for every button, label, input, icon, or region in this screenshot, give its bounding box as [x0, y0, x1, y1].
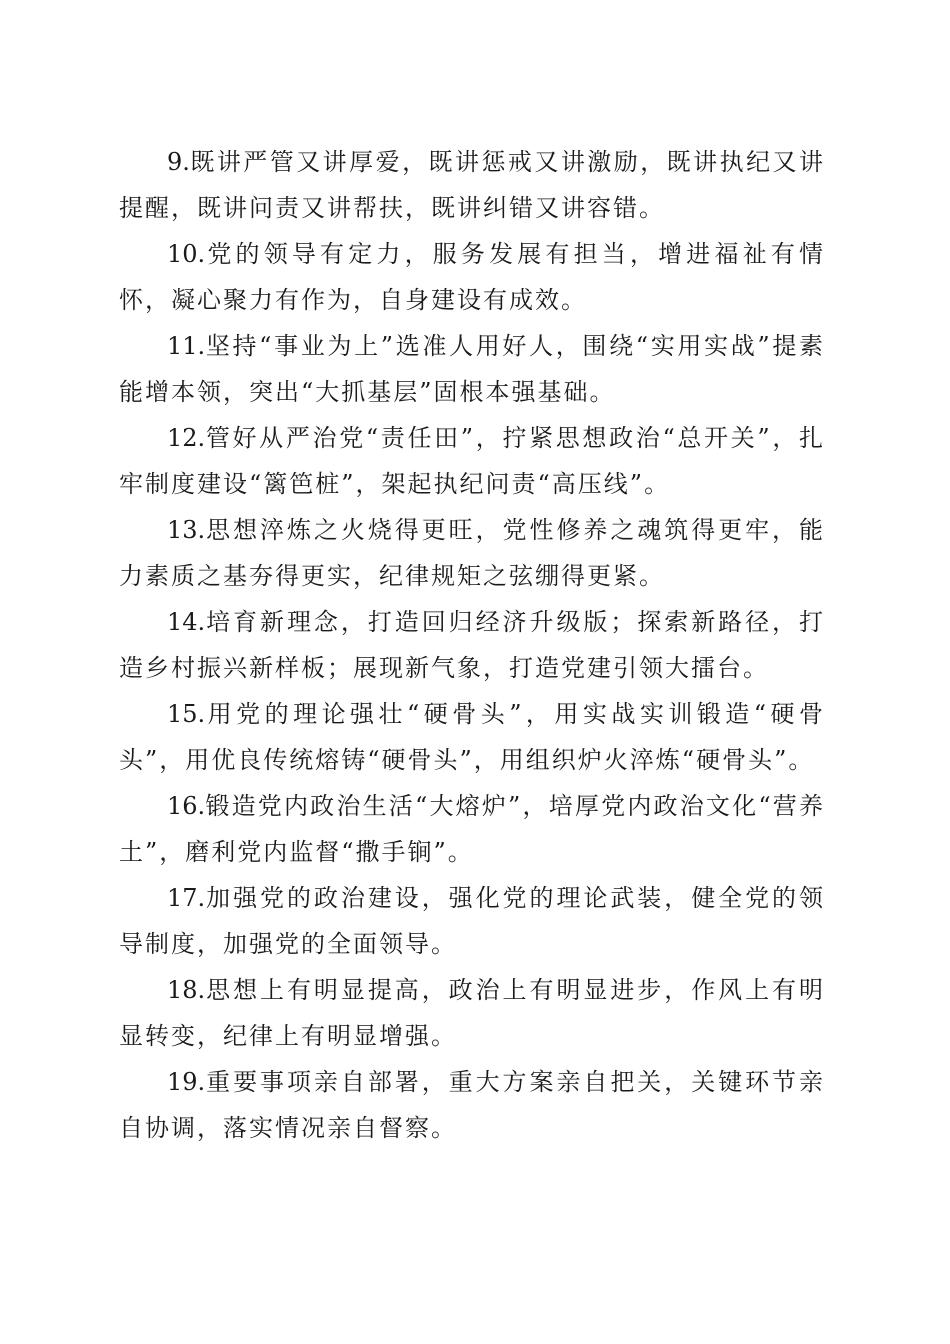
- list-item-11: [119, 323, 825, 415]
- item-number: 14.: [167, 608, 206, 636]
- item-text: 重要事项亲自部署，重大方案亲自把关，关键环节亲自协调，落实情况亲自督察。: [119, 1068, 825, 1142]
- list-item-12: [119, 415, 825, 507]
- item-number: 12.: [167, 424, 206, 452]
- item-text: 用党的理论强壮“硬骨头”，用实战实训锻造“硬骨头”，用优良传统熔铸“硬骨头”，用组织炉火淬炼“硬骨头”。: [119, 700, 825, 774]
- item-number: 11.: [167, 332, 206, 360]
- item-text: 锻造党内政治生活“大熔炉”，培厚党内政治文化“营养土”，磨利党内监督“撒手锏”。: [119, 792, 825, 866]
- item-number: 10.: [167, 240, 206, 268]
- item-text: 坚持“事业为上”选准人用好人，围绕“实用实战”提素能增本领，突出“大抓基层”固根本强基础。: [119, 332, 825, 406]
- list-item-9: [119, 139, 825, 231]
- list-item-13: [119, 507, 825, 599]
- item-number: 13.: [167, 516, 206, 544]
- list-item-16: [119, 783, 825, 875]
- item-text: 思想淬炼之火烧得更旺，党性修养之魂筑得更牢，能力素质之基夯得更实，纪律规矩之弦绷得更紧。: [119, 516, 825, 590]
- item-text: 管好从严治党“责任田”，拧紧思想政治“总开关”，扎牢制度建设“篱笆桩”，架起执纪问责“高压线”。: [119, 424, 825, 498]
- list-item-17: [119, 875, 825, 967]
- item-text: 党的领导有定力，服务发展有担当，增进福祉有情怀，凝心聚力有作为，自身建设有成效。: [119, 240, 825, 314]
- list-item-10: [119, 231, 825, 323]
- list-item-18: [119, 967, 825, 1059]
- item-number: 9.: [167, 148, 190, 176]
- item-number: 16.: [167, 792, 206, 820]
- item-number: 15.: [167, 700, 206, 728]
- item-text: 培育新理念，打造回归经济升级版；探索新路径，打造乡村振兴新样板；展现新气象，打造党建引领大擂台。: [119, 608, 825, 682]
- item-text: 加强党的政治建设，强化党的理论武装，健全党的领导制度，加强党的全面领导。: [119, 884, 825, 958]
- list-item-15: [119, 691, 825, 783]
- document-body: [119, 139, 825, 1151]
- item-number: 19.: [167, 1068, 206, 1096]
- list-item-14: [119, 599, 825, 691]
- item-text: 思想上有明显提高，政治上有明显进步，作风上有明显转变，纪律上有明显增强。: [119, 976, 825, 1050]
- item-number: 17.: [167, 884, 206, 912]
- list-item-19: [119, 1059, 825, 1151]
- item-number: 18.: [167, 976, 206, 1004]
- item-text: 既讲严管又讲厚爱，既讲惩戒又讲激励，既讲执纪又讲提醒，既讲问责又讲帮扶，既讲纠错又讲容错。: [119, 148, 825, 222]
